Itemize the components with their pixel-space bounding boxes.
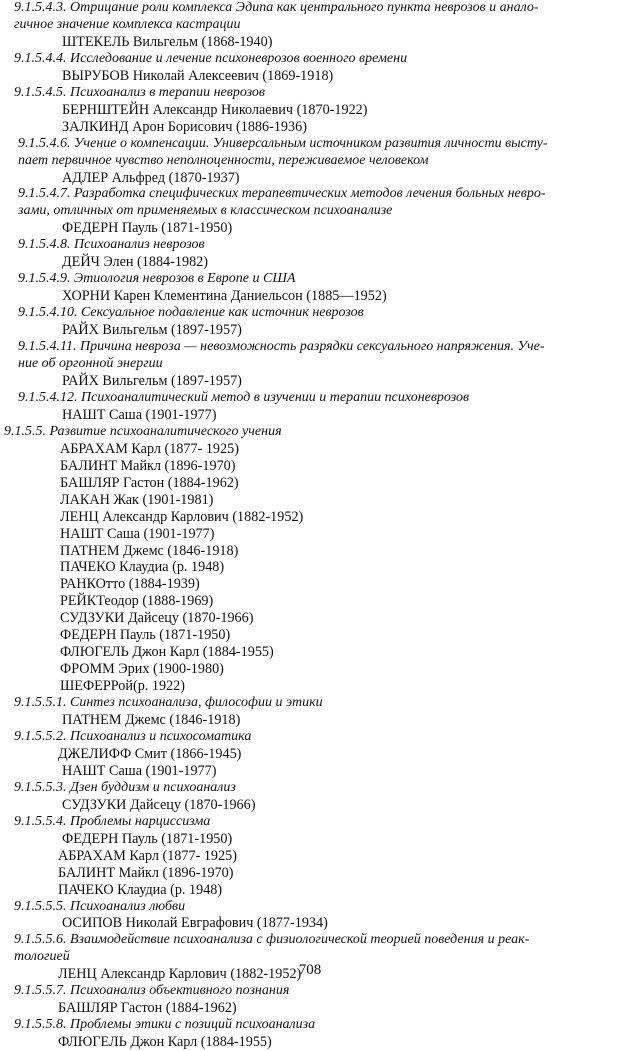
- section-heading: 9.1.5.5.4. Проблемы нарциссизма: [14, 813, 211, 829]
- person-entry: ОСИПОВ Николай Евграфович (1877-1934): [62, 915, 328, 932]
- person-entry: ШТЕКЕЛЬ Вильгельм (1868-1940): [62, 33, 273, 50]
- section-heading: гичное значение комплекса кастрации: [14, 16, 241, 32]
- person-entry: СУДЗУКИ Дайсецу (1870-1966): [60, 610, 254, 627]
- section-heading: 9.1.5.5.6. Взаимодействие психоанализа с физиологической теорией поведения и реак-: [14, 932, 530, 948]
- section-heading: 9.1.5.4.4. Исследование и лечение психоневрозов военного времени: [14, 50, 408, 66]
- section-heading: 9.1.5.4.7. Разработка специфических терапевтических методов лечения больных невро-: [18, 186, 546, 202]
- person-entry: АБРАХАМ Карл (1877- 1925): [60, 440, 239, 457]
- section-heading: 9.1.5.5.3. Дзен буддизм и психоанализ: [14, 779, 236, 795]
- person-entry: ПАЧЕКО Клаудиа (р. 1948): [58, 881, 223, 898]
- person-entry: ХОРНИ Карен Клементина Даниельсон (1885—1952): [62, 288, 387, 305]
- section-heading: тологией: [14, 949, 70, 965]
- person-entry: ФРОММ Эрих (1900-1980): [60, 661, 224, 678]
- section-heading: 9.1.5.4.6. Учение о компенсации. Универсальным источником развития личности высту-: [18, 135, 548, 151]
- section-heading: 9.1.5.5.2. Психоанализ и психосоматика: [14, 728, 252, 744]
- person-entry: ФЕДЕРН Пауль (1871-1950): [62, 220, 233, 237]
- person-entry: НАШТ Саша (1901-1977): [62, 406, 217, 423]
- section-heading: ние об оргонной энергии: [18, 356, 163, 372]
- section-heading: 9.1.5.4.5. Психоанализ в терапии неврозов: [14, 84, 266, 100]
- person-entry: БАШЛЯР Гастон (1884-1962): [60, 474, 239, 491]
- section-heading: 9.1.5.5.5. Психоанализ любви: [14, 898, 186, 914]
- section-heading: 9.1.5.4.11. Причина невроза — невозможность разрядки сексуального напряжения. Уче-: [18, 339, 545, 355]
- section-heading: 9.1.5.5. Развитие психоаналитического учения: [4, 423, 282, 439]
- section-heading: 9.1.5.4.12. Психоаналитический метод в изучении и терапии психоневрозов: [18, 389, 470, 405]
- section-heading: 9.1.5.4.3. Отрицание роли комплекса Эдипа как центрального пункта неврозов и анало-: [14, 0, 539, 15]
- section-heading: пает первичное чувство неполноценности, переживаемое человеком: [18, 152, 429, 168]
- person-entry: РАЙХ Вильгельм (1897-1957): [62, 322, 242, 339]
- person-entry: АДЛЕР Альфред (1870-1937): [62, 169, 240, 186]
- person-entry: ЗАЛКИНД Арон Борисович (1886-1936): [62, 118, 307, 135]
- person-entry: ЛЕНЦ Александр Карлович (1882-1952): [58, 966, 302, 983]
- section-heading: 9.1.5.5.8. Проблемы этики с позиций психоанализа: [14, 1017, 316, 1033]
- person-entry: ЛЕНЦ Александр Карлович (1882-1952): [60, 508, 304, 525]
- section-heading: зами, отличных от применяемых в классическом психоанализе: [18, 203, 393, 219]
- person-entry: ЛАКАН Жак (1901-1981): [60, 491, 214, 508]
- section-heading: 9.1.5.4.9. Этиология неврозов в Европе и США: [18, 271, 296, 287]
- person-entry: АБРАХАМ Карл (1877- 1925): [58, 847, 237, 864]
- person-entry: НАШТ Саша (1901-1977): [60, 525, 215, 542]
- person-entry: ДЕЙЧ Элен (1884-1982): [62, 254, 208, 271]
- person-entry: РАНКОтто (1884-1939): [60, 576, 200, 593]
- page-number: 708: [298, 962, 322, 978]
- person-entry: ФЕДЕРН Пауль (1871-1950): [62, 830, 233, 847]
- section-heading: 9.1.5.4.8. Психоанализ неврозов: [18, 237, 205, 253]
- person-entry: ФЕДЕРН Пауль (1871-1950): [60, 627, 231, 644]
- person-entry: БАЛИНТ Майкл (1896-1970): [60, 457, 236, 474]
- person-entry: РАЙХ Вильгельм (1897-1957): [62, 372, 242, 389]
- person-entry: ПАТНЕМ Джемс (1846-1918): [62, 712, 241, 729]
- person-entry: ВЫРУБОВ Николай Алексеевич (1869-1918): [62, 67, 334, 84]
- person-entry: ПАЧЕКО Клаудиа (р. 1948): [60, 559, 225, 576]
- person-entry: БАЛИНТ Майкл (1896-1970): [58, 864, 234, 881]
- section-heading: 9.1.5.4.10. Сексуальное подавление как источник неврозов: [18, 305, 364, 321]
- person-entry: РЕЙКТеодор (1888-1969): [60, 593, 214, 610]
- person-entry: ДЖЕЛИФФ Смит (1866-1945): [58, 745, 242, 762]
- section-heading: 9.1.5.5.1. Синтез психоанализа, философии и этики: [14, 695, 323, 711]
- person-entry: ФЛЮГЕЛЬ Джон Карл (1884-1955): [58, 1034, 272, 1051]
- person-entry: БАШЛЯР Гастон (1884-1962): [58, 1000, 237, 1017]
- person-entry: БЕРНШТЕЙН Александр Николаевич (1870-1922): [62, 101, 368, 118]
- person-entry: ПАТНЕМ Джемс (1846-1918): [60, 542, 239, 559]
- person-entry: ШЕФЕРРой(р. 1922): [60, 678, 185, 695]
- section-heading: 9.1.5.5.7. Психоанализ объективного познания: [14, 983, 290, 999]
- person-entry: СУДЗУКИ Дайсецу (1870-1966): [62, 796, 256, 813]
- person-entry: НАШТ Саша (1901-1977): [62, 762, 217, 779]
- person-entry: ФЛЮГЕЛЬ Джон Карл (1884-1955): [60, 644, 274, 661]
